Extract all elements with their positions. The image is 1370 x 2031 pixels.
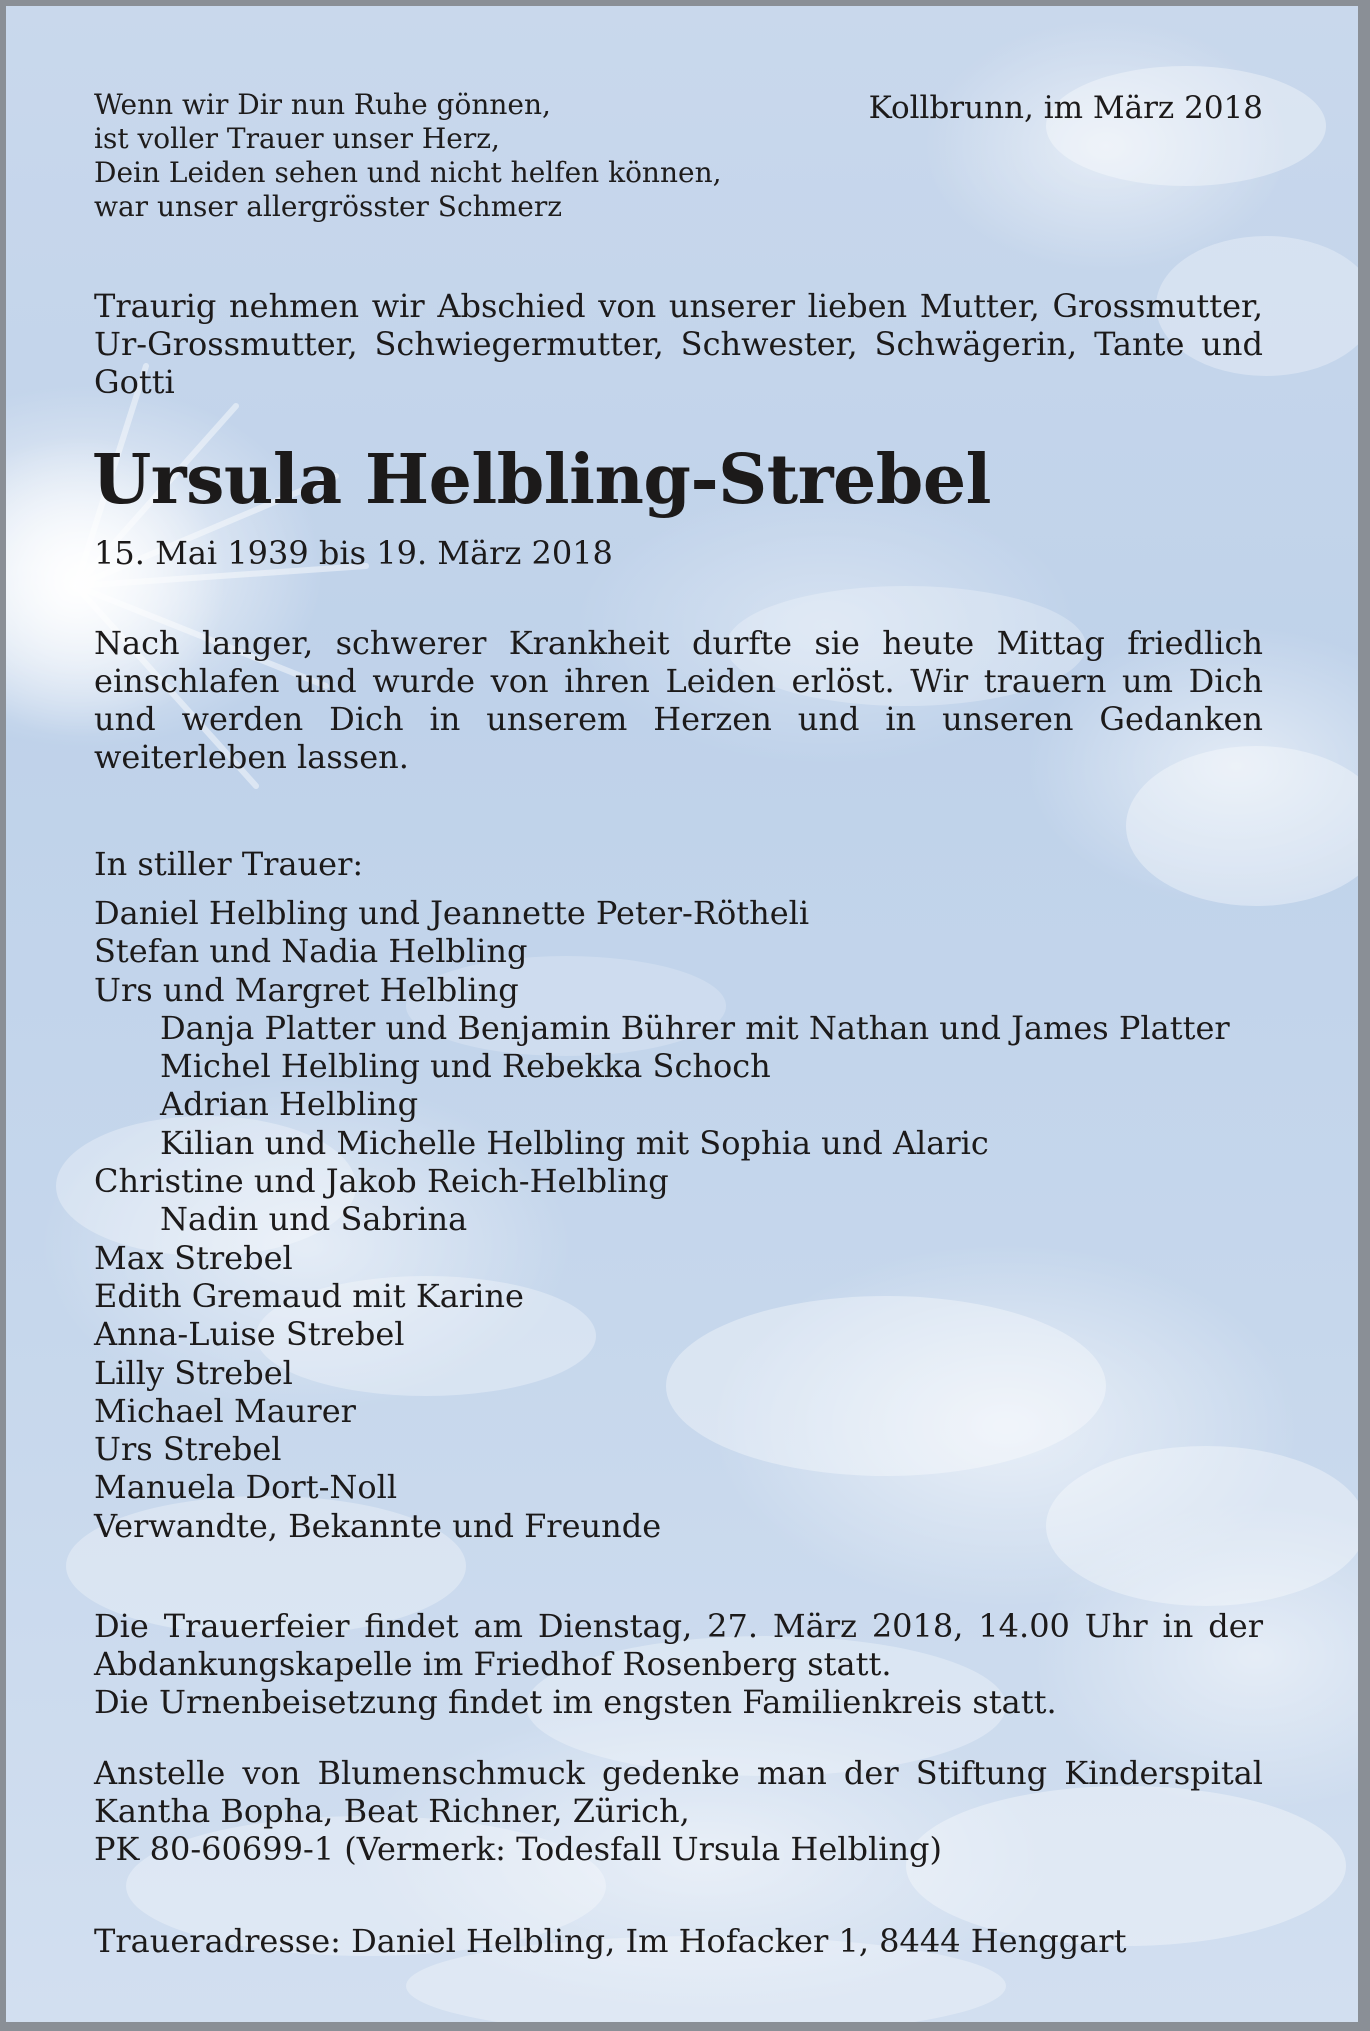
mourner-entry: Anna-Luise Strebel <box>94 1315 405 1354</box>
mourner-entry: Adrian Helbling <box>160 1085 419 1124</box>
mourner-entry: Michel Helbling und Rebekka Schoch <box>160 1047 771 1086</box>
mourners-list <box>94 894 1230 1545</box>
mourner-entry: Kilian und Michelle Helbling mit Sophia und Alaric <box>160 1123 989 1162</box>
mourner-entry: Urs Strebel <box>94 1430 282 1469</box>
mourner-entry: Manuela Dort-Noll <box>94 1468 398 1507</box>
motto-line: Wenn wir Dir nun Ruhe gönnen, <box>94 88 551 121</box>
obituary-page <box>6 6 1358 2022</box>
mourner-entry: Stefan und Nadia Helbling <box>94 932 528 971</box>
motto-line: war unser allergrösster Schmerz <box>94 190 562 223</box>
mourner-entry: Edith Gremaud mit Karine <box>94 1276 524 1315</box>
mourning-address: Traueradresse: Daniel Helbling, Im Hofacker 1, 8444 Henggart <box>94 1922 1127 1960</box>
mourners-heading: In stiller Trauer: <box>94 845 364 883</box>
donation-paragraph <box>94 1754 1263 1868</box>
mourner-entry: Lilly Strebel <box>94 1353 293 1392</box>
place-and-date: Kollbrunn, im März 2018 <box>868 90 1263 126</box>
intro-paragraph: Traurig nehmen wir Abschied von unserer lieben Mutter, Grossmutter, Ur-Grossmutter, Schwiegermutter, Schwester, Schwägerin, Tante und Gotti <box>94 287 1263 401</box>
service-line: Die Trauerfeier findet am Dienstag, 27. März 2018, 14.00 Uhr in der Abdankungskapelle im Friedhof Rosenberg statt. <box>94 1607 1263 1683</box>
mourner-entry: Christine und Jakob Reich-Helbling <box>94 1162 669 1201</box>
mourner-entry: Max Strebel <box>94 1238 293 1277</box>
mourner-entry: Michael Maurer <box>94 1391 356 1430</box>
message-paragraph: Nach langer, schwerer Krankheit durfte sie heute Mittag friedlich einschlafen und wurde von ihren Leiden erlöst. Wir trauern um Dich und werden Dich in unserem Herzen und in unseren Gedanken weiterleben lassen. <box>94 624 1263 776</box>
mourner-entry: Nadin und Sabrina <box>160 1200 468 1239</box>
mourner-entry: Verwandte, Bekannte und Freunde <box>94 1506 662 1545</box>
motto-poem <box>94 88 794 224</box>
motto-line: ist voller Trauer unser Herz, <box>94 122 500 155</box>
life-dates: 15. Mai 1939 bis 19. März 2018 <box>94 534 613 572</box>
mourner-entry: Danja Platter und Benjamin Bührer mit Nathan und James Platter <box>160 1008 1230 1047</box>
donation-line: PK 80-60699-1 (Vermerk: Todesfall Ursula Helbling) <box>94 1830 943 1868</box>
donation-line: Anstelle von Blumenschmuck gedenke man der Stiftung Kinderspital Kantha Bopha, Beat Richner, Zürich, <box>94 1754 1263 1830</box>
motto-line: Dein Leiden sehen und nicht helfen können, <box>94 156 722 189</box>
deceased-name: Ursula Helbling-Strebel <box>92 440 991 520</box>
mourner-entry: Urs und Margret Helbling <box>94 970 519 1009</box>
service-line: Die Urnenbeisetzung findet im engsten Familienkreis statt. <box>94 1683 1057 1721</box>
obituary-content <box>6 6 1358 2022</box>
service-paragraph <box>94 1607 1263 1721</box>
mourner-entry: Daniel Helbling und Jeannette Peter-Rötheli <box>94 894 810 932</box>
